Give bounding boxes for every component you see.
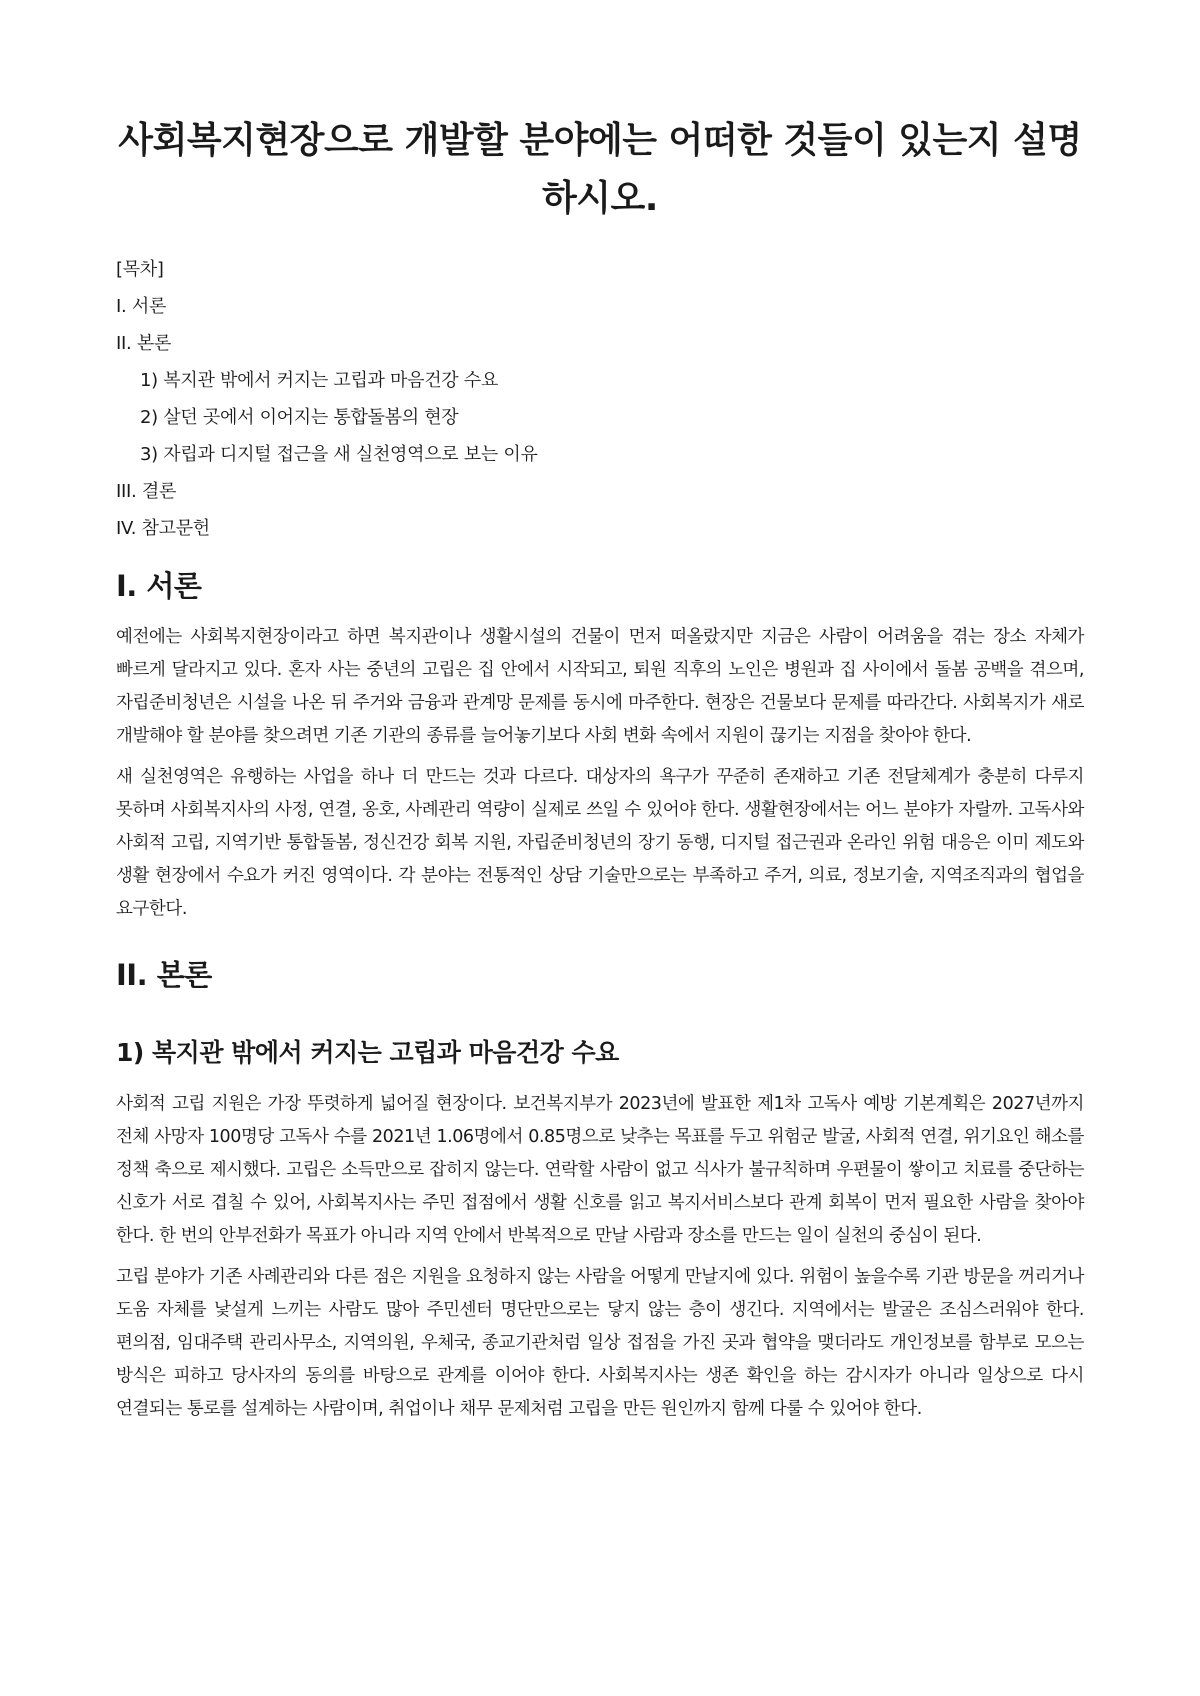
document-title: 사회복지현장으로 개발할 분야에는 어떠한 것들이 있는지 설명하시오. — [118, 120, 1082, 219]
intro-paragraph-1: 예전에는 사회복지현장이라고 하면 복지관이나 생활시설의 건물이 먼저 떠올랐지만 지금은 사람이 어려움을 겪는 장소 자체가 빠르게 달라지고 있다. 혼자 사는 중년의 고립은 집 안에서 시작되고, 퇴원 직후의 노인은 병원과 집 사이에서 돌봄 공백을 겪으며, 자립준비청년은 시설을 나온 뒤 주거와 금융과 관계망 문제를 동시에 마주한다. 현장은 건물보다 문제를 따라간다. 사회복지가 새로 개발해야 할 분야를 찾으려면 기존 기관의 종류를 늘어놓기보다 사회 변화 속에서 지원이 끊기는 지점을 찾아야 한다. — [116, 627, 1084, 746]
toc-item-body: II. 본론 — [116, 333, 172, 354]
table-of-contents — [116, 258, 1084, 541]
intro-heading: I. 서론 — [116, 569, 202, 603]
toc-item-conclusion: III. 결론 — [116, 481, 177, 502]
toc-item-references: IV. 참고문헌 — [116, 518, 210, 539]
toc-item-body-3: 3) 자립과 디지털 접근을 새 실천영역으로 보는 이유 — [140, 444, 538, 465]
toc-heading: [목차] — [116, 259, 164, 280]
section-1-paragraph-1: 사회적 고립 지원은 가장 뚜렷하게 넓어질 현장이다. 보건복지부가 2023년에 발표한 제1차 고독사 예방 기본계획은 2027년까지 전체 사망자 100명당 고독사 수를 2021년 1.06명에서 0.85명으로 낮추는 목표를 두고 위험군 발굴, 사회적 연결, 위기요인 해소를 정책 축으로 제시했다. 고립은 소득만으로 잡히지 않는다. 연락할 사람이 없고 식사가 불규칙하며 우편물이 쌓이고 치료를 중단하는 신호가 서로 겹칠 수 있어, 사회복지사는 주민 접점에서 생활 신호를 읽고 복지서비스보다 관계 회복이 먼저 필요한 사람을 찾아야 한다. 한 번의 안부전화가 목표가 아니라 지역 안에서 반복적으로 만날 사람과 장소를 만드는 일이 실천의 중심이 된다. — [116, 1094, 1084, 1246]
toc-item-body-1: 1) 복지관 밖에서 커지는 고립과 마음건강 수요 — [140, 370, 498, 391]
body-heading: II. 본론 — [116, 958, 212, 992]
section-1-paragraph-2: 고립 분야가 기존 사례관리와 다른 점은 지원을 요청하지 않는 사람을 어떻게 만날지에 있다. 위험이 높을수록 기관 방문을 꺼리거나 도움 자체를 낯설게 느끼는 사람도 많아 주민센터 명단만으로는 닿지 않는 층이 생긴다. 지역에서는 발굴은 조심스러워야 한다. 편의점, 임대주택 관리사무소, 지역의원, 우체국, 종교기관처럼 일상 접점을 가진 곳과 협약을 맺더라도 개인정보를 함부로 모으는 방식은 피하고 당사자의 동의를 바탕으로 관계를 이어야 한다. 사회복지사는 생존 확인을 하는 감시자가 아니라 일상으로 다시 연결되는 통로를 설계하는 사람이며, 취업이나 채무 문제처럼 고립을 만든 원인까지 함께 다룰 수 있어야 한다. — [116, 1267, 1084, 1419]
toc-item-intro: I. 서론 — [116, 296, 167, 317]
section-1-heading: 1) 복지관 밖에서 커지는 고립과 마음건강 수요 — [116, 1038, 619, 1067]
intro-paragraph-2: 새 실천영역은 유행하는 사업을 하나 더 만드는 것과 다르다. 대상자의 욕구가 꾸준히 존재하고 기존 전달체계가 충분히 다루지 못하며 사회복지사의 사정, 연결, 옹호, 사례관리 역량이 실제로 쓰일 수 있어야 한다. 생활현장에서는 어느 분야가 자랄까. 고독사와 사회적 고립, 지역기반 통합돌봄, 정신건강 회복 지원, 자립준비청년의 장기 동행, 디지털 접근권과 온라인 위험 대응은 이미 제도와 생활 현장에서 수요가 커진 영역이다. 각 분야는 전통적인 상담 기술만으로는 부족하고 주거, 의료, 정보기술, 지역조직과의 협업을 요구한다. — [116, 767, 1084, 919]
toc-item-body-2: 2) 살던 곳에서 이어지는 통합돌봄의 현장 — [140, 407, 459, 428]
